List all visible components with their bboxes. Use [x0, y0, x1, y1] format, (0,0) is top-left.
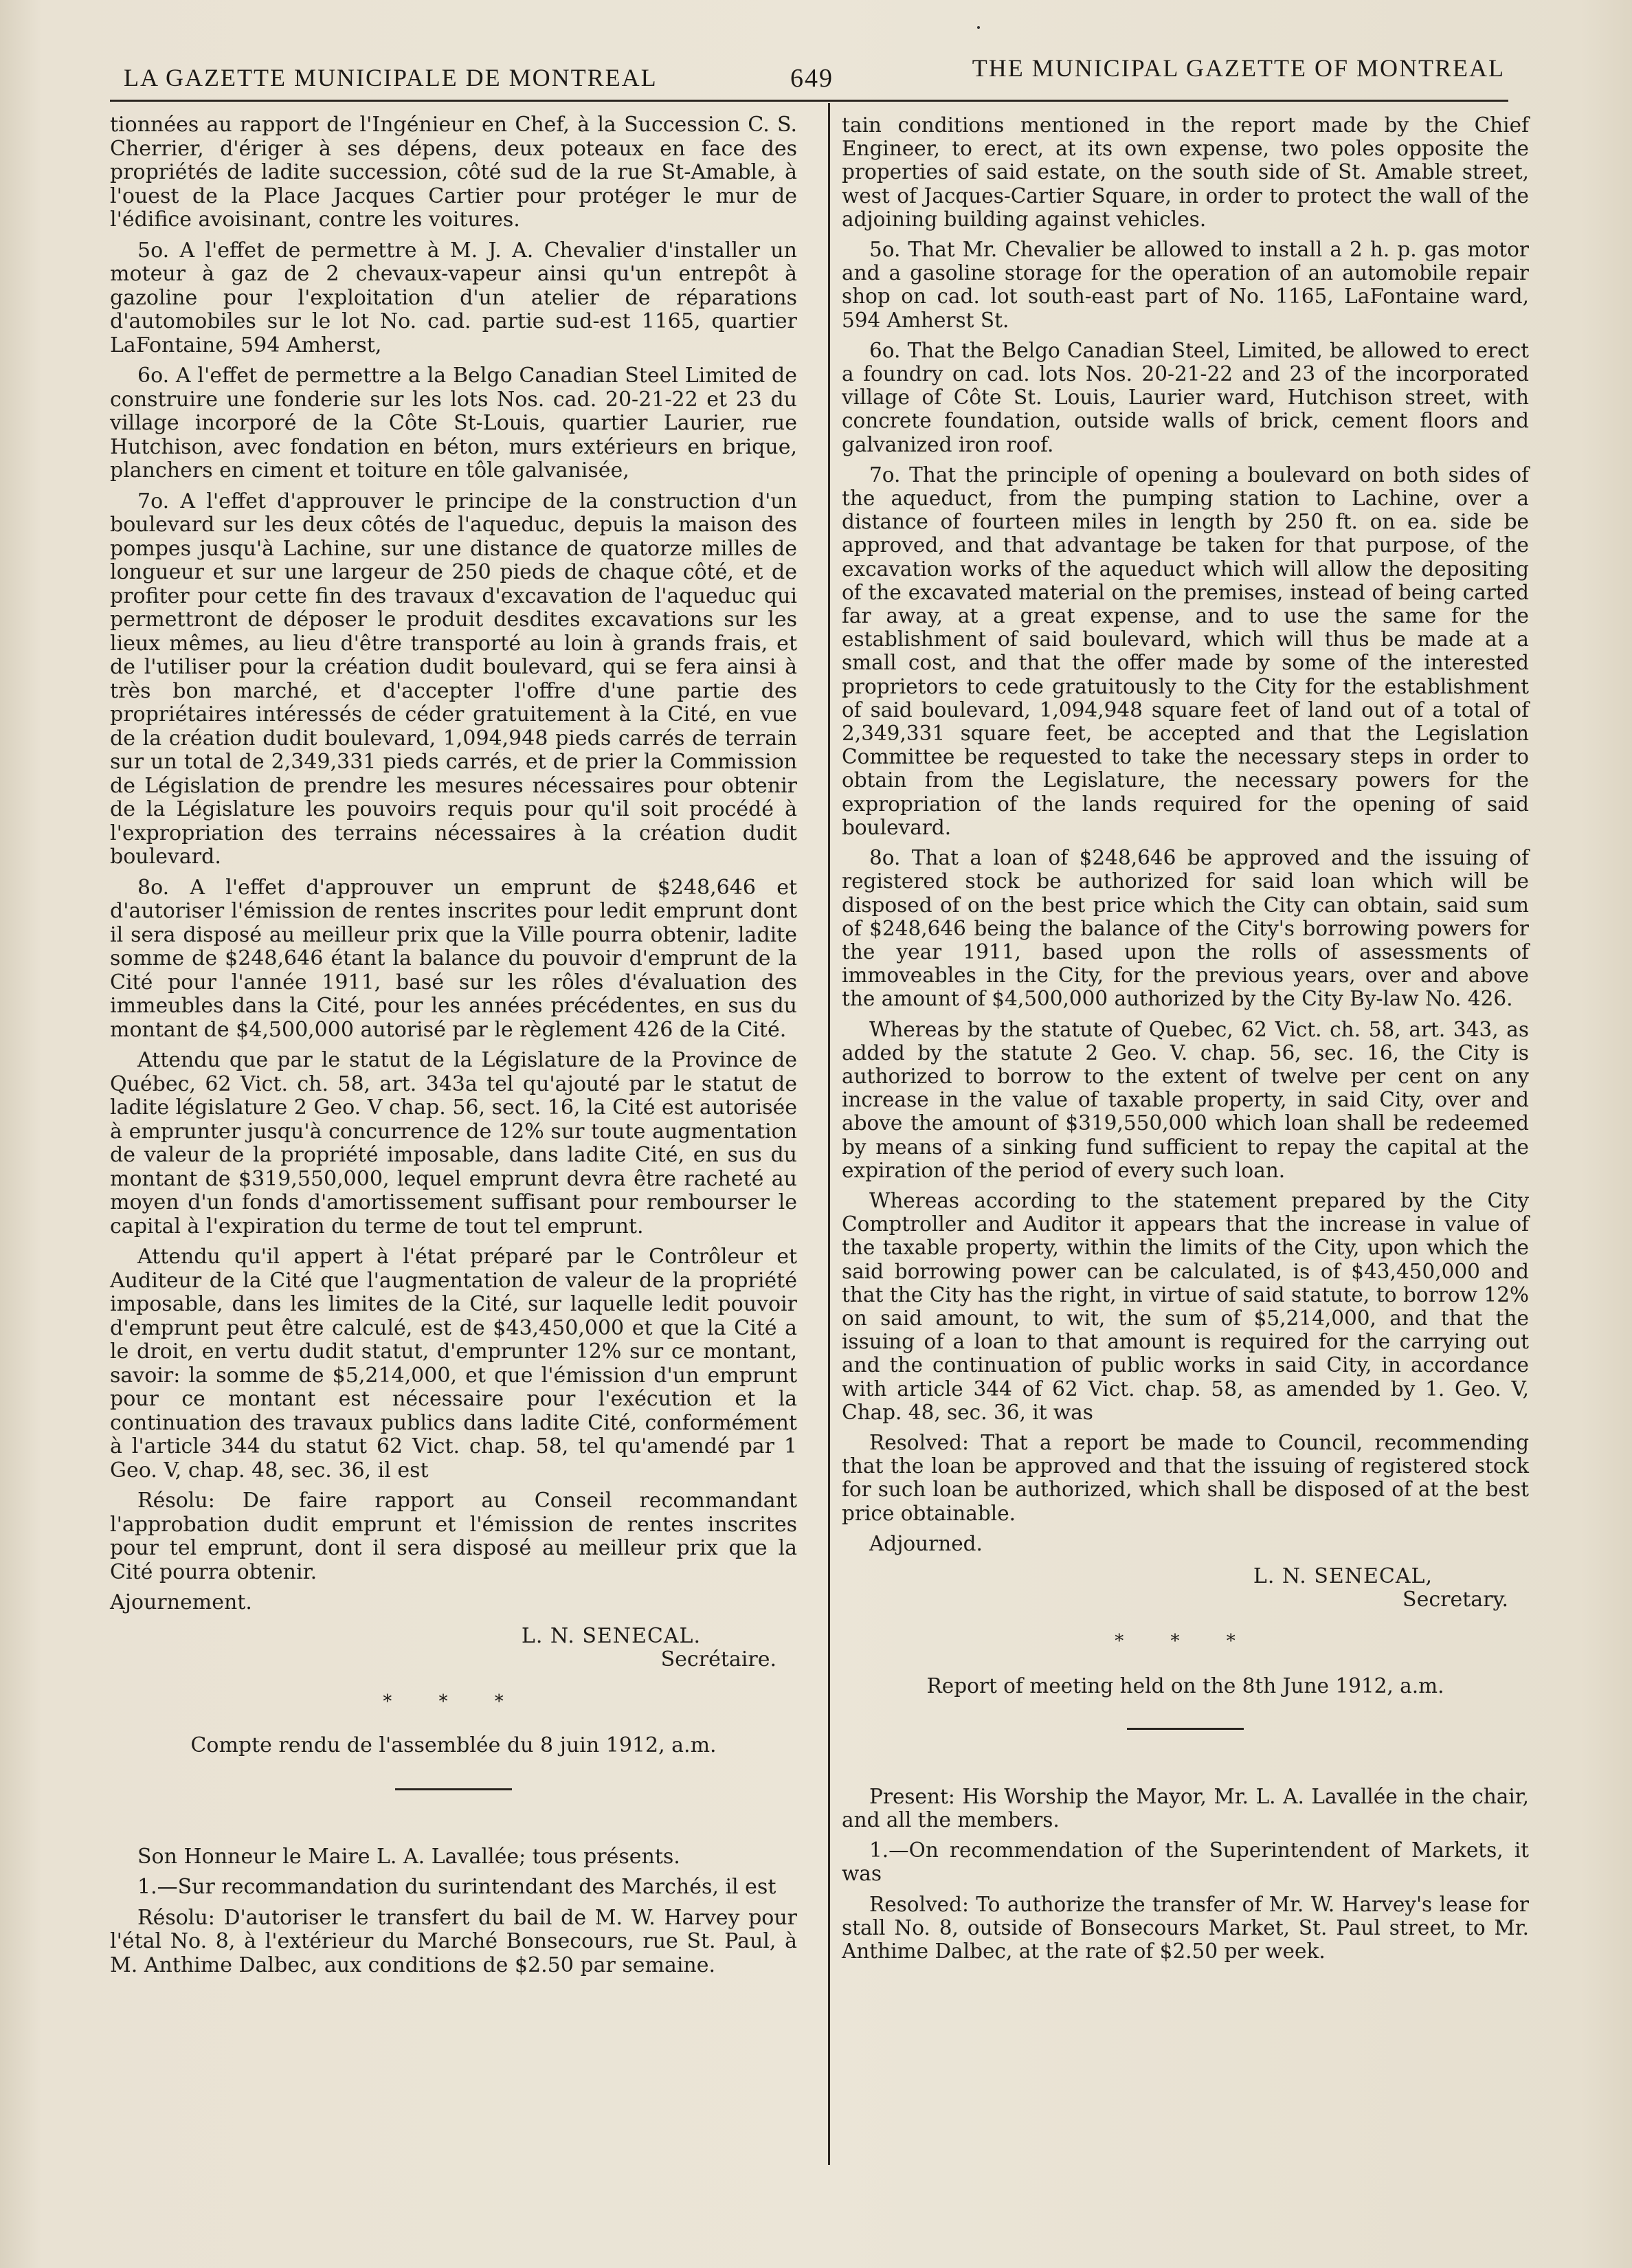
paragraph: Attendu que par le statut de la Législature de la Province de Québec, 62 Vict. ch. 58, art. 343a tel qu'ajouté par le statut de ladite législature 2 Geo. V chap. 56, sect. 16, la Cité est autorisée à emprunter jusqu'à concurrence de 12% sur toute augmentation de valeur de la propriété imposable, dans ladite Cité, en sus du montant de $319,550,000, lequel emprunt devra être racheté au moyen d'un fonds d'amortissement suffisant pour rembourser le capital à l'expiration du terme de tout tel emprunt. [110, 1048, 797, 1238]
french-column [110, 113, 797, 1984]
english-column [842, 113, 1529, 1970]
paragraph: Whereas according to the statement prepared by the City Comptroller and Auditor it appears that the increase in value of the taxable property, within the limits of the City, upon which the said borrowing power can be calculated, is of $43,450,000 and that the City has the right, in virtue of said statute, to borrow 12% on said amount, to wit, the sum of $5,214,000, and that the issuing of a loan to that amount is required for the carrying out and the continuation of public works in said City, in accordance with article 344 of 62 Vict. chap. 58, as amended by 1. Geo. V, Chap. 48, sec. 36, it was [842, 1188, 1529, 1424]
speck [977, 26, 980, 29]
section-stars: * * * [1115, 1631, 1256, 1652]
paragraph: 8o. That a loan of $248,646 be approved and the issuing of registered stock be authorized for said loan which will be disposed of on the best price which the City can obtain, said sum of $248,646 being the balance of the City's borrowing powers for the year 1911, based upon the rolls of assessments of immoveables in the City, for the previous years, over and above the amount of $4,500,000 authorized by the City By-law No. 426. [842, 846, 1529, 1011]
signature-role: Secrétaire. [660, 1647, 776, 1671]
report-title: Compte rendu de l'assemblée du 8 juin 1912, a.m. [190, 1733, 717, 1757]
header-title-french: LA GAZETTE MUNICIPALE DE MONTREAL [124, 64, 658, 91]
report-title: Report of meeting held on the 8th June 1912, a.m. [926, 1674, 1444, 1698]
paragraph: tionnées au rapport de l'Ingénieur en Chef, à la Succession C. S. Cherrier, d'ériger à ses dépens, deux poteaux en face des propriétés de ladite succession, côté sud de la rue St-Amable, à l'ouest de la Place Jacques Cartier pour protéger le mur de l'édifice avoisinant, contre les voitures. [110, 113, 797, 232]
signature-name: L. N. SENECAL, [1253, 1564, 1433, 1588]
minutes-paragraph: 1.—On recommendation of the Superintendent of Markets, it was [842, 1838, 1529, 1886]
paragraph: Whereas by the statute of Quebec, 62 Vict. ch. 58, art. 343, as added by the statute 2 Geo. V. chap. 56, sec. 16, the City is authorized to borrow to the extent of twelve per cent on any increase in the value of taxable property, in said City, over and above the amount of $319,550,000 which loan shall be redeemed by means of a sinking fund sufficient to repay the capital at the expiration of the period of every such loan. [842, 1017, 1529, 1182]
paragraph: 6o. That the Belgo Canadian Steel, Limited, be allowed to erect a foundry on cad. lots Nos. 20-21-22 and 23 of the incorporated village of Côte St. Louis, Laurier ward, Hutchison street, with concrete foundation, outside walls of brick, cement floors and galvanized iron roof. [842, 338, 1529, 456]
header-rule [110, 100, 1508, 102]
adjourned-text: Ajournement. [110, 1590, 252, 1614]
paragraph: 6o. A l'effet de permettre a la Belgo Canadian Steel Limited de construire une fonderie sur les lots Nos. cad. 20-21-22 et 23 du village incorporé de la Côte St-Louis, quartier Laurier, rue Hutchison, avec fondation en béton, murs extérieurs en brique, planchers en ciment et toiture en tôle galvanisée, [110, 364, 797, 482]
paragraph: 5o. That Mr. Chevalier be allowed to install a 2 h. p. gas motor and a gasoline storage for the operation of an automobile repair shop on cad. lot south-east part of No. 1165, LaFontaine ward, 594 Amherst St. [842, 238, 1529, 332]
paragraph: 8o. A l'effet d'approuver un emprunt de $248,646 et d'autoriser l'émission de rentes inscrites pour ledit emprunt dont il sera disposé au meilleur prix que la Ville pourra obtenir, ladite somme de $248,646 étant la balance du pouvoir d'emprunt de la Cité pour l'année 1911, basé sur les rôles d'évaluation des immeubles dans la Cité, pour les années précédentes, en sus du montant de $4,500,000 autorisé par le règlement 426 de la Cité. [110, 875, 797, 1042]
minutes-paragraph: Present: His Worship the Mayor, Mr. L. A. Lavallée in the chair, and all the members. [842, 1784, 1529, 1832]
signature-block [842, 1565, 1529, 1612]
section-rule [395, 1788, 512, 1790]
paragraph: Résolu: De faire rapport au Conseil recommandant l'approbation dudit emprunt et l'émission de rentes inscrites pour tel emprunt, dont il sera disposé au meilleur prix que la Cité pourra obtenir. [110, 1489, 797, 1584]
page-number: 649 [790, 64, 834, 93]
signature-name: L. N. SENECAL. [521, 1623, 701, 1648]
signature-role: Secretary. [1402, 1588, 1508, 1612]
signature-block [110, 1625, 797, 1672]
minutes-paragraph: 1.—Sur recommandation du surintendant des Marchés, il est [137, 1875, 776, 1899]
minutes-paragraph: Resolved: To authorize the transfer of Mr. W. Harvey's lease for stall No. 8, outside of Bonsecours Market, St. Paul street, to Mr. Anthime Dalbec, at the rate of $2.50 per week. [842, 1892, 1529, 1964]
paragraph: 7o. That the principle of opening a boulevard on both sides of the aqueduct, from the pumping station to Lachine, over a distance of fourteen miles in length by 250 ft. on ea. side be approved, and that advantage be taken for that purpose, of the excavation works of the aqueduct which will allow the depositing of the excavated material on the premises, instead of being carted far away, at a great expense, and to use the same for the establishment of said boulevard, which will thus be made at a small cost, and that the offer made by some of the interested proprietors to cede gratuitously to the City for the establishment of said boulevard, 1,094,948 square feet of land out of a total of 2,349,331 square feet, be accepted and that the Legislation Committee be requested to take the necessary steps in order to obtain from the Legislature, the necessary powers for the expropriation of the lands required for the opening of said boulevard. [842, 463, 1529, 839]
paragraph: 7o. A l'effet d'approuver le principe de la construction d'un boulevard sur les deux côtés de l'aqueduc, depuis la maison des pompes jusqu'à Lachine, sur une distance de quatorze milles de longueur et sur une largeur de 250 pieds de chaque côté, et de profiter pour cette fin des travaux d'excavation de l'aqueduc qui permettront de déposer le produit desdites excavations sur les lieux mêmes, au lieu d'être transporté au loin à grands frais, et de l'utiliser pour la création dudit boulevard, qui se fera ainsi à très bon marché, et d'accepter l'offre d'une partie des propriétaires intéressés de céder gratuitement à la Cité, en vue de la création dudit boulevard, 1,094,948 pieds carrés de terrain sur un total de 2,349,331 pieds carrés, et de prier la Commission de Législation de prendre les mesures nécessaires pour obtenir de la Législature les pouvoirs requis pour qu'il soit procédé à l'expropriation des terrains nécessaires à la création dudit boulevard. [110, 489, 797, 869]
header-title-english: THE MUNICIPAL GAZETTE OF MONTREAL [972, 54, 1505, 82]
section-rule [1127, 1728, 1244, 1730]
adjourned-text: Adjourned. [869, 1531, 983, 1555]
paragraph: Resolved: That a report be made to Council, recommending that the loan be approved and that the issuing of registered stock for such loan be authorized, which shall be disposed of at the best price obtainable. [842, 1430, 1529, 1525]
minutes-paragraph: Son Honneur le Maire L. A. Lavallée; tous présents. [137, 1844, 680, 1869]
paragraph: tain conditions mentioned in the report made by the Chief Engineer, to erect, at its own expense, two poles opposite the properties of said estate, on the south side of St. Amable street, west of Jacques-Cartier Square, in order to protect the wall of the adjoining building against vehicles. [842, 113, 1529, 231]
column-divider [828, 103, 830, 2165]
paragraph: Attendu qu'il appert à l'état préparé par le Contrôleur et Auditeur de la Cité que l'augmentation de valeur de la propriété imposable, dans les limites de la Cité, sur laquelle ledit pouvoir d'emprunt peut être calculé, est de $43,450,000 et que la Cité a le droit, en vertu dudit statut, d'emprunter 12% sur ce montant, savoir: la somme de $5,214,000, et que l'émission d'un emprunt pour ce montant est nécessaire pour l'exécution et la continuation des travaux publics dans ladite Cité, conformément à l'article 344 du statut 62 Vict. chap. 58, tel qu'amendé par 1 Geo. V, chap. 48, sec. 36, il est [110, 1245, 797, 1482]
minutes-paragraph: Résolu: D'autoriser le transfert du bail de M. W. Harvey pour l'étal No. 8, à l'extérieur du Marché Bonsecours, rue St. Paul, à M. Anthime Dalbec, aux conditions de $2.50 par semaine. [110, 1905, 797, 1977]
page-header [124, 48, 1505, 96]
section-stars: * * * [383, 1691, 524, 1712]
paragraph: 5o. A l'effet de permettre à M. J. A. Chevalier d'installer un moteur à gaz de 2 chevaux-vapeur ainsi qu'un entrepôt à gazoline pour l'exploitation d'un atelier de réparations d'automobiles sur le lot No. cad. partie sud-est 1165, quartier LaFontaine, 594 Amherst, [110, 238, 797, 357]
